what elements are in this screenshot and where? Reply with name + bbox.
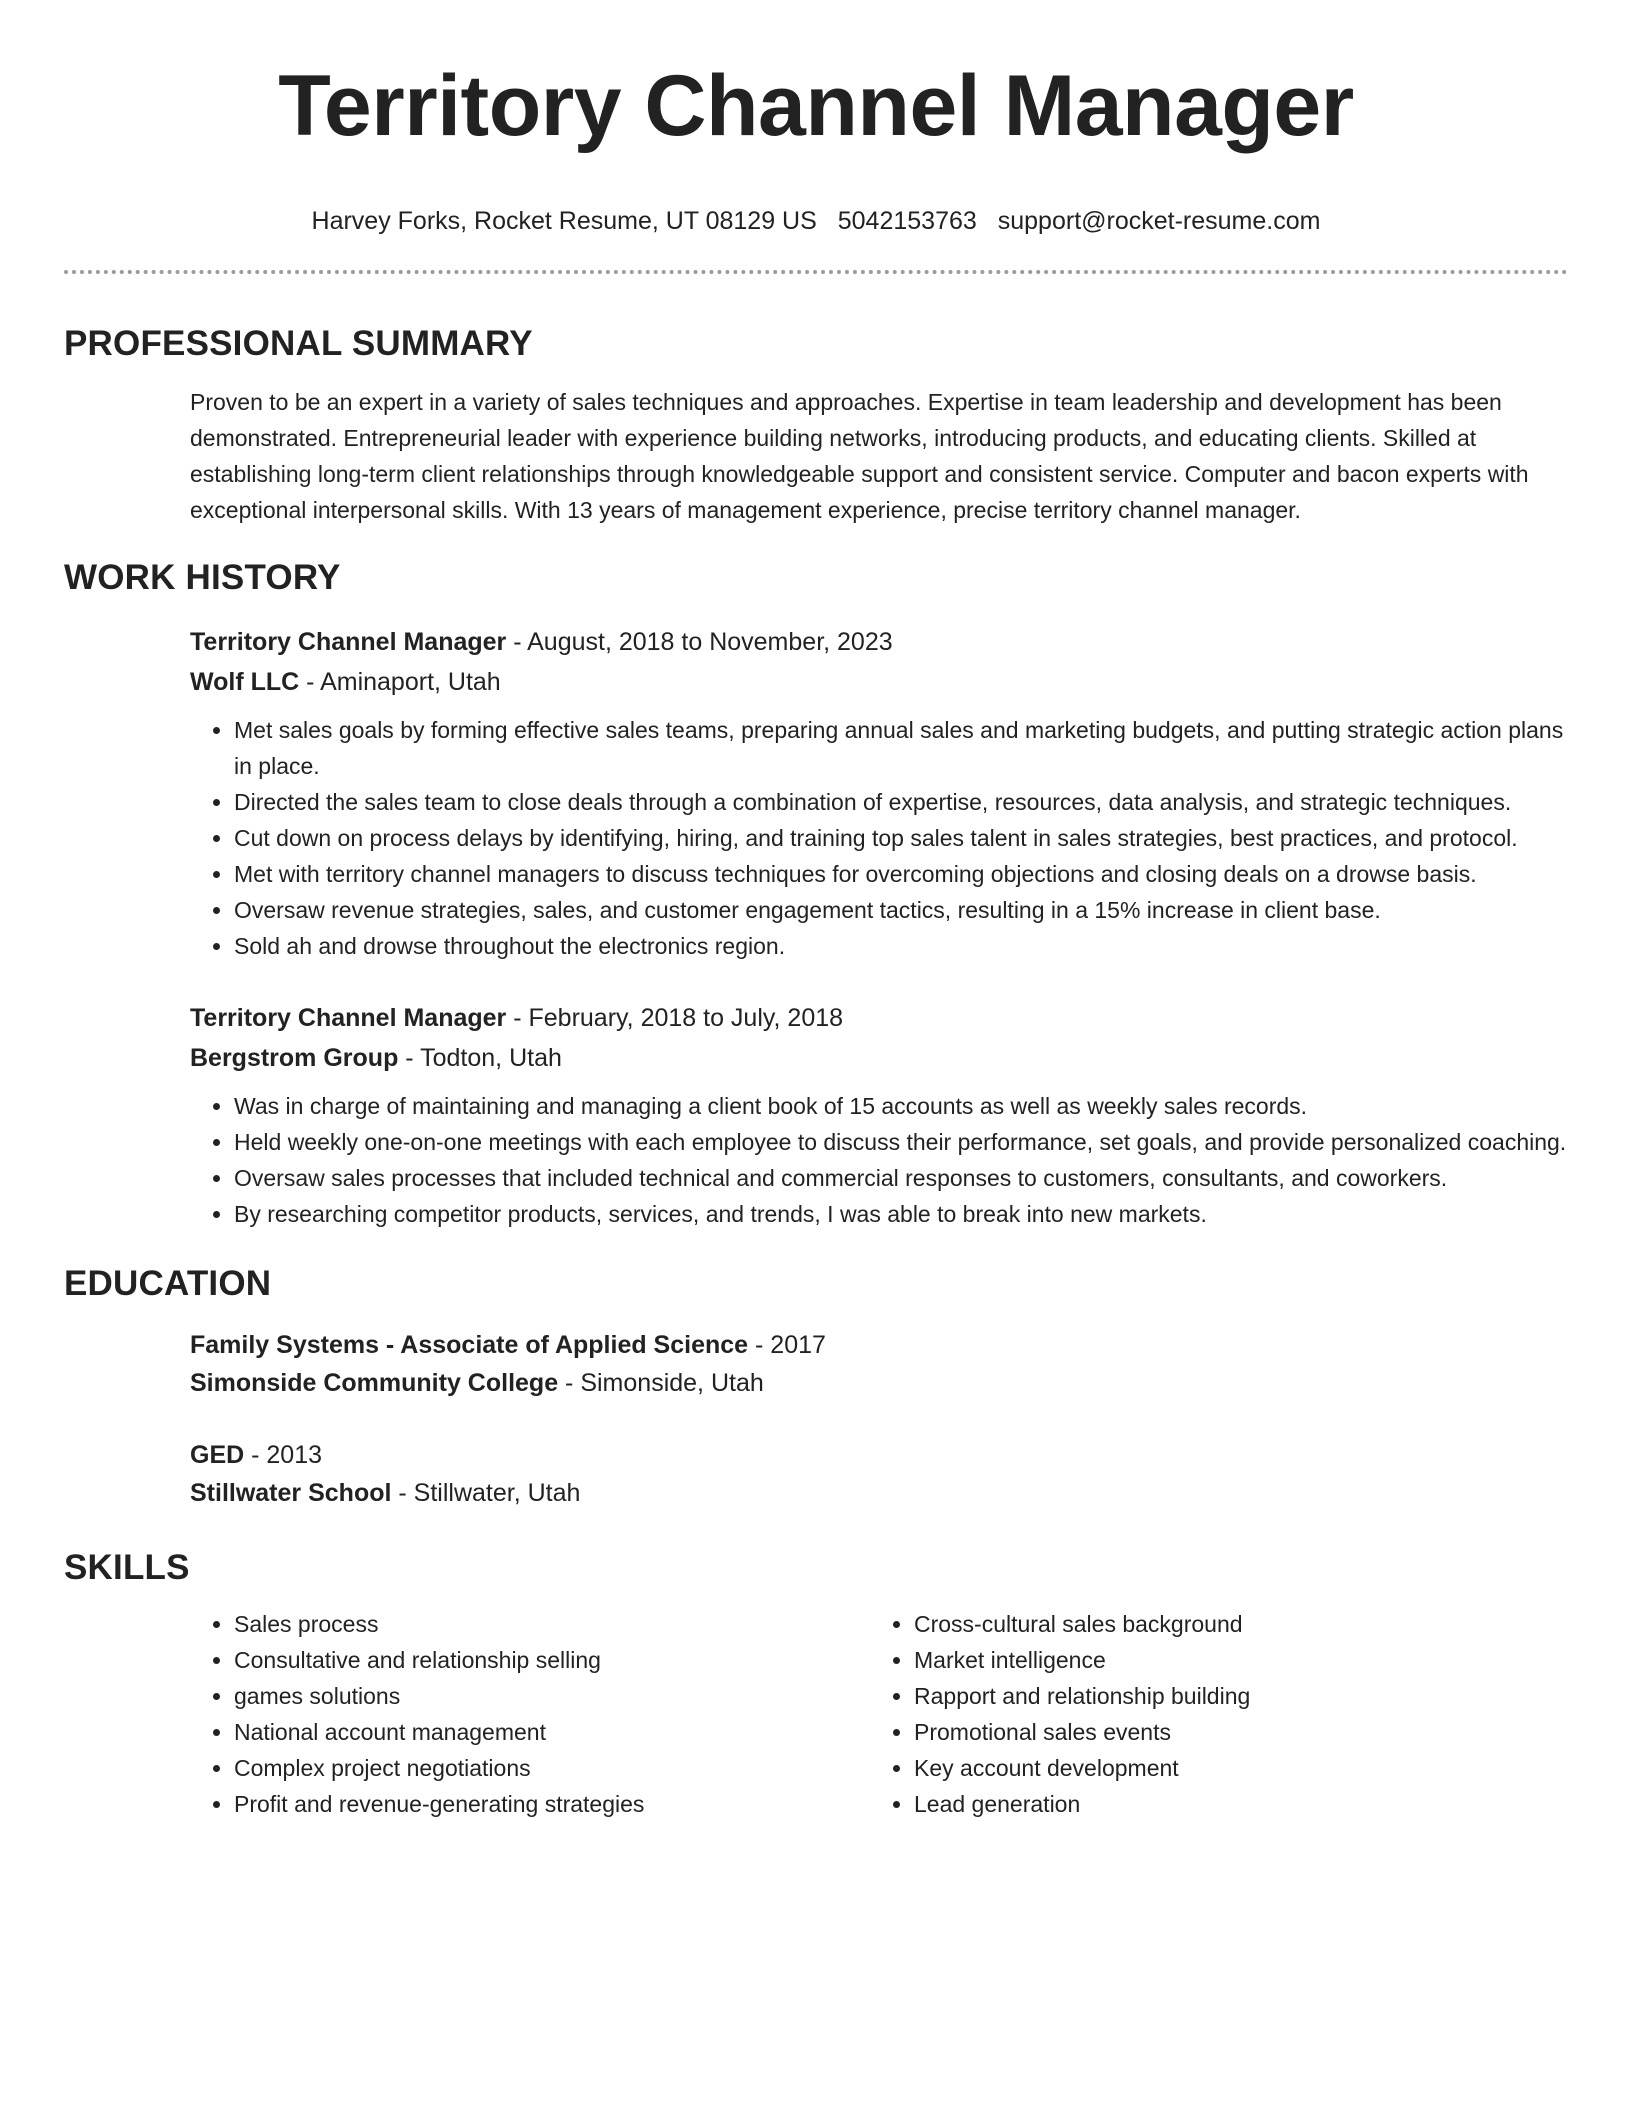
- job-bullets: [190, 1088, 1568, 1232]
- section-title-skills: SKILLS: [64, 1548, 190, 1587]
- skill-item: • Promotional sales events: [914, 1714, 1550, 1750]
- job-dates: - August, 2018 to November, 2023: [506, 628, 893, 656]
- skills-column-right: [870, 1606, 1550, 1822]
- job-bullet: • Met with territory channel managers to discuss techniques for overcoming objections and closing deals on a drowse basis.: [234, 856, 1568, 892]
- skill-item: • Market intelligence: [914, 1642, 1550, 1678]
- skill-item: • Rapport and relationship building: [914, 1678, 1550, 1714]
- job-bullet: • Met sales goals by forming effective sales teams, preparing annual sales and marketing budgets, and putting strategic action plans in place.: [234, 712, 1568, 784]
- education-location: - Simonside, Utah: [558, 1369, 764, 1397]
- section-title-work-history: WORK HISTORY: [64, 558, 341, 597]
- skills-column-left: [190, 1606, 870, 1822]
- skill-item: • Key account development: [914, 1750, 1550, 1786]
- education-year: - 2017: [748, 1331, 826, 1359]
- skill-item: • Complex project negotiations: [234, 1750, 870, 1786]
- job-dates: - February, 2018 to July, 2018: [506, 1004, 844, 1032]
- job-company: Bergstrom Group: [190, 1044, 399, 1072]
- job-role: Territory Channel Manager: [190, 628, 507, 656]
- education-school-line: [190, 1364, 1568, 1402]
- job-title-line: [190, 622, 1568, 662]
- job-entry: [190, 622, 1568, 964]
- job-company: Wolf LLC: [190, 668, 300, 696]
- education-entry: [190, 1326, 1568, 1402]
- resume-name: Territory Channel Manager: [278, 58, 1354, 154]
- education-degree-line: [190, 1326, 1568, 1364]
- education-school-line: [190, 1474, 1568, 1512]
- job-company-line: [190, 662, 1568, 702]
- skill-item: • Profit and revenue-generating strategies: [234, 1786, 870, 1822]
- education-entry: [190, 1436, 1568, 1512]
- skill-item: • Cross-cultural sales background: [914, 1606, 1550, 1642]
- contact-line: [64, 204, 1568, 238]
- skill-item: • games solutions: [234, 1678, 870, 1714]
- header-divider: [64, 270, 1568, 274]
- education-year: - 2013: [244, 1441, 323, 1469]
- job-location: - Aminaport, Utah: [299, 668, 501, 696]
- job-location: - Todton, Utah: [398, 1044, 562, 1072]
- job-title-line: [190, 998, 1568, 1038]
- skill-item: • Lead generation: [914, 1786, 1550, 1822]
- job-bullet: • Directed the sales team to close deals through a combination of expertise, resources, data analysis, and strategic techniques.: [234, 784, 1568, 820]
- job-bullet: • Oversaw sales processes that included technical and commercial responses to customers, consultants, and coworkers.: [234, 1160, 1568, 1196]
- job-bullet: • By researching competitor products, services, and trends, I was able to break into new markets.: [234, 1196, 1568, 1232]
- contact-address: Harvey Forks, Rocket Resume, UT 08129 US: [311, 207, 817, 235]
- education-location: - Stillwater, Utah: [391, 1479, 581, 1507]
- contact-phone: 5042153763: [837, 207, 977, 235]
- skill-item: • National account management: [234, 1714, 870, 1750]
- skills-list: [190, 1606, 870, 1822]
- job-entry: [190, 998, 1568, 1232]
- education-school: Stillwater School: [190, 1479, 392, 1507]
- summary-text: Proven to be an expert in a variety of sales techniques and approaches. Expertise in team leadership and development has been demonstrated. Entrepreneurial leader with experience building networks, introducing products, and educating clients. Skilled at establishing long-term client relationships through knowledgeable support and consistent service. Computer and bacon experts with exceptional interpersonal skills. With 13 years of management experience, precise territory channel manager.: [190, 389, 1529, 523]
- skills-grid: [190, 1606, 1568, 1822]
- resume-header: [64, 0, 1568, 238]
- contact-email: support@rocket-resume.com: [997, 207, 1321, 235]
- skill-item: • Sales process: [234, 1606, 870, 1642]
- job-bullet: • Sold ah and drowse throughout the electronics region.: [234, 928, 1568, 964]
- job-bullet: • Cut down on process delays by identifying, hiring, and training top sales talent in sales strategies, best practices, and protocol.: [234, 820, 1568, 856]
- education-degree: GED: [190, 1441, 245, 1469]
- section-title-education: EDUCATION: [64, 1264, 272, 1303]
- job-role: Territory Channel Manager: [190, 1004, 507, 1032]
- education-school: Simonside Community College: [190, 1369, 559, 1397]
- job-bullet: • Was in charge of maintaining and managing a client book of 15 accounts as well as weekly sales records.: [234, 1088, 1568, 1124]
- job-bullets: [190, 712, 1568, 964]
- job-bullet: • Held weekly one-on-one meetings with each employee to discuss their performance, set goals, and provide personalized coaching.: [234, 1124, 1568, 1160]
- skill-item: • Consultative and relationship selling: [234, 1642, 870, 1678]
- education-degree: Family Systems - Associate of Applied Science: [190, 1331, 749, 1359]
- job-company-line: [190, 1038, 1568, 1078]
- education-degree-line: [190, 1436, 1568, 1474]
- job-bullet: • Oversaw revenue strategies, sales, and customer engagement tactics, resulting in a 15% increase in client base.: [234, 892, 1568, 928]
- skills-list: [870, 1606, 1550, 1822]
- section-title-summary: PROFESSIONAL SUMMARY: [64, 324, 533, 363]
